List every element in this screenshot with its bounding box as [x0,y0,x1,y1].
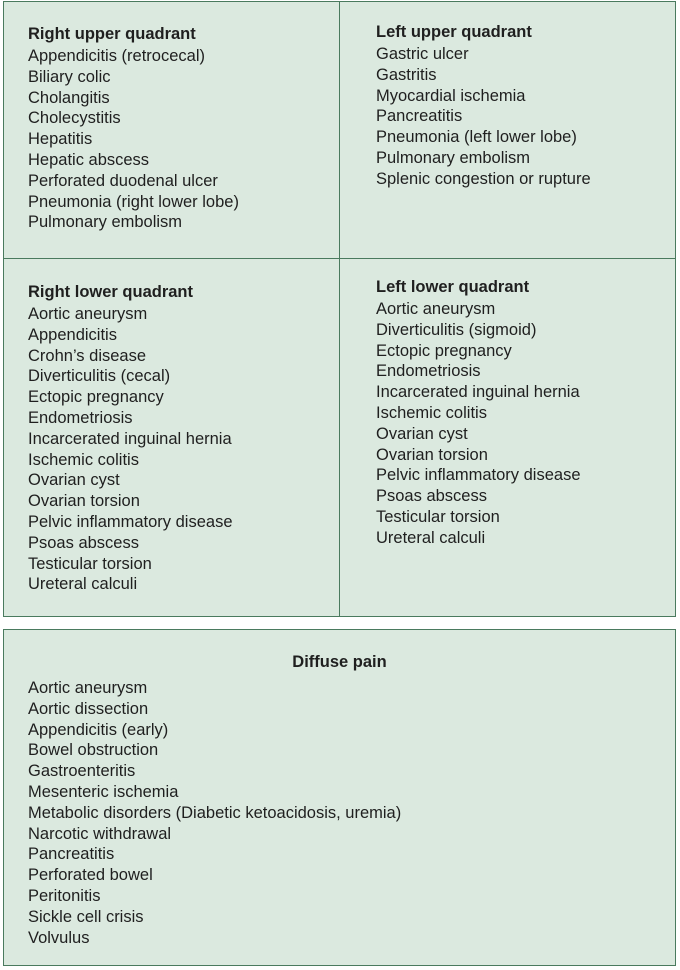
condition-list [28,678,401,948]
condition-list [28,304,233,595]
quadrant-right-lower [28,282,233,595]
condition-item: Pneumonia (left lower lobe) [376,128,577,147]
condition-item: Ovarian cyst [28,471,120,490]
condition-item: Pulmonary embolism [28,213,183,232]
condition-item: Bowel obstruction [28,741,159,760]
condition-item: Gastroenteritis [28,762,136,781]
condition-item: Mesenteric ischemia [28,782,179,801]
condition-list [376,44,591,190]
diffuse-pain-heading: Diffuse pain [292,653,387,671]
condition-item: Appendicitis [28,325,117,344]
condition-item: Ureteral calculi [376,528,486,547]
condition-item: Metabolic disorders (Diabetic ketoacidosis, uremia) [28,803,402,822]
vertical-divider [339,2,340,616]
quadrant-left-lower [376,277,581,549]
condition-item: Testicular torsion [376,507,500,526]
condition-item: Diverticulitis (sigmoid) [376,320,537,339]
condition-item: Perforated duodenal ulcer [28,171,218,190]
condition-item: Aortic aneurysm [28,305,148,323]
diffuse-pain-panel [3,629,676,966]
condition-item: Endometriosis [28,408,133,427]
condition-item: Cholecystitis [28,109,121,128]
condition-item: Aortic aneurysm [28,679,148,697]
condition-item: Crohn’s disease [28,346,147,365]
condition-item: Ovarian torsion [376,445,488,464]
condition-item: Biliary colic [28,67,111,86]
condition-item: Splenic congestion or rupture [376,169,591,188]
condition-item: Hepatic abscess [28,150,150,169]
quadrant-heading: Right upper quadrant [28,25,196,43]
condition-item: Ovarian cyst [376,424,468,443]
condition-item: Hepatitis [28,130,93,149]
condition-item: Endometriosis [376,362,481,381]
quadrant-heading: Left upper quadrant [376,23,532,41]
condition-item: Psoas abscess [376,487,487,506]
quadrant-right-upper [28,24,239,233]
horizontal-divider [4,258,675,259]
condition-list [28,46,239,233]
condition-item: Incarcerated inguinal hernia [28,429,232,448]
condition-item: Testicular torsion [28,554,152,573]
condition-item: Ureteral calculi [28,575,138,594]
condition-item: Ovarian torsion [28,492,140,511]
condition-item: Ectopic pregnancy [376,341,512,360]
condition-item: Gastritis [376,65,437,84]
quadrant-grid [3,1,676,617]
condition-item: Appendicitis (retrocecal) [28,47,205,65]
condition-item: Aortic aneurysm [376,300,496,318]
quadrant-heading: Right lower quadrant [28,283,193,301]
condition-item: Incarcerated inguinal hernia [376,383,580,402]
condition-item: Pneumonia (right lower lobe) [28,192,239,211]
condition-item: Psoas abscess [28,533,139,552]
condition-item: Sickle cell crisis [28,907,144,926]
condition-item: Aortic dissection [28,699,149,718]
condition-item: Diverticulitis (cecal) [28,367,171,386]
condition-item: Pancreatitis [28,845,115,864]
condition-item: Pelvic inflammatory disease [376,466,581,485]
condition-item: Pulmonary embolism [376,148,531,167]
condition-item: Ectopic pregnancy [28,388,164,407]
condition-list [376,299,581,549]
condition-item: Perforated bowel [28,866,153,885]
quadrant-heading: Left lower quadrant [376,278,530,296]
condition-item: Peritonitis [28,886,101,905]
condition-item: Ischemic colitis [28,450,139,469]
condition-item: Gastric ulcer [376,45,469,63]
condition-item: Pancreatitis [376,107,463,126]
condition-item: Myocardial ischemia [376,86,526,105]
condition-item: Cholangitis [28,88,110,107]
condition-item: Appendicitis (early) [28,720,169,739]
condition-item: Volvulus [28,928,90,947]
condition-item: Pelvic inflammatory disease [28,512,233,531]
condition-item: Ischemic colitis [376,403,487,422]
quadrant-left-upper [376,22,591,190]
condition-item: Narcotic withdrawal [28,824,172,843]
